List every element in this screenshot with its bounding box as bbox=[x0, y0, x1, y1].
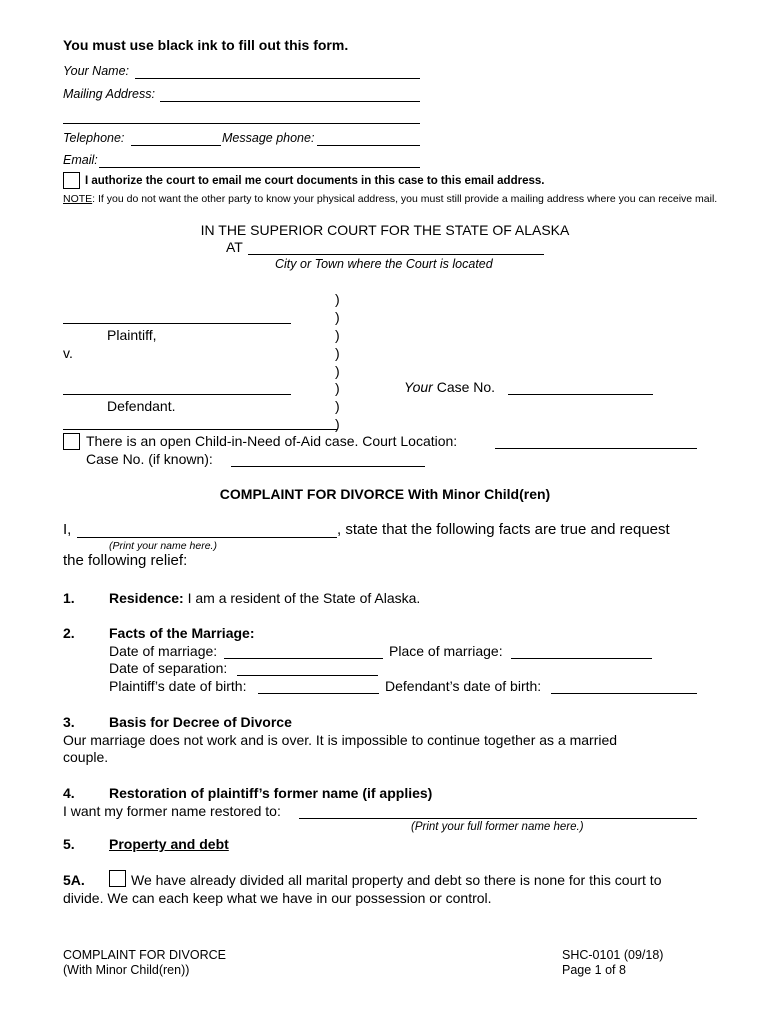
date-of-separation-label: Date of separation: bbox=[109, 660, 228, 676]
court-at-label: AT bbox=[226, 239, 243, 255]
section-1-number: 1. bbox=[63, 590, 75, 606]
caption-paren: ) bbox=[335, 309, 340, 325]
former-name-label: I want my former name restored to: bbox=[63, 803, 281, 819]
section-5a-checkbox[interactable] bbox=[109, 870, 126, 887]
section-3-text-line1: Our marriage does not work and is over. It is impossible to continue together as a married bbox=[63, 732, 618, 748]
section-5-title: Property and debt bbox=[109, 836, 229, 852]
section-4-number: 4. bbox=[63, 785, 75, 801]
plaintiff-dob-label: Plaintiff’s date of birth: bbox=[109, 678, 247, 694]
mailing-address-field[interactable] bbox=[160, 101, 420, 102]
footer-left-line2: (With Minor Child(ren)) bbox=[63, 963, 190, 977]
caption-paren: ) bbox=[335, 291, 340, 307]
court-location-caption: City or Town where the Court is located bbox=[275, 257, 493, 271]
section-2-title: Facts of the Marriage: bbox=[109, 625, 255, 641]
place-of-marriage-label: Place of marriage: bbox=[389, 643, 503, 659]
case-number-text: Case No. bbox=[432, 379, 496, 395]
defendant-label: Defendant. bbox=[107, 398, 176, 414]
place-of-marriage-field[interactable] bbox=[511, 658, 652, 659]
ink-notice: You must use black ink to fill out this form. bbox=[63, 37, 349, 53]
cina-court-location-field[interactable] bbox=[495, 448, 697, 449]
email-authorization-checkbox[interactable] bbox=[63, 172, 80, 189]
cina-text: There is an open Child-in-Need of-Aid case. Court Location: bbox=[86, 433, 458, 449]
caption-paren: ) bbox=[335, 327, 340, 343]
section-5-number: 5. bbox=[63, 836, 75, 852]
plaintiff-name-field[interactable] bbox=[63, 323, 291, 324]
caption-paren: ) bbox=[335, 398, 340, 414]
message-phone-field[interactable] bbox=[317, 145, 420, 146]
your-name-field[interactable] bbox=[135, 78, 420, 79]
section-4-title: Restoration of plaintiff’s former name (if applies) bbox=[109, 785, 433, 801]
note-body: : If you do not want the other party to know your physical address, you must still provide a mailing address where you can receive mail. bbox=[92, 193, 718, 205]
note-prefix: NOTE bbox=[63, 193, 93, 205]
intro-i-label: I, bbox=[63, 521, 72, 538]
section-1-line bbox=[109, 590, 420, 606]
intro-name-caption: (Print your name here.) bbox=[109, 540, 217, 552]
caption-paren: ) bbox=[335, 363, 340, 379]
message-phone-label: Message phone: bbox=[222, 131, 315, 145]
case-number-field[interactable] bbox=[508, 394, 653, 395]
section-5a-text-line2: divide. We can each keep what we have in our possession or control. bbox=[63, 890, 492, 906]
plaintiff-label: Plaintiff, bbox=[107, 327, 157, 343]
defendant-dob-label: Defendant’s date of birth: bbox=[385, 678, 542, 694]
caption-bottom-rule bbox=[63, 429, 337, 430]
section-1-title: Residence: bbox=[109, 590, 184, 606]
caption-paren: ) bbox=[335, 345, 340, 361]
mailing-address-field-2[interactable] bbox=[63, 123, 420, 124]
defendant-dob-field[interactable] bbox=[551, 693, 697, 694]
caption-paren: ) bbox=[335, 380, 340, 396]
former-name-caption: (Print your full former name here.) bbox=[411, 821, 584, 833]
section-3-text-line2: couple. bbox=[63, 749, 109, 765]
telephone-label: Telephone: bbox=[63, 131, 125, 145]
case-number-your: Your bbox=[404, 379, 433, 395]
footer-form-number: SHC-0101 (09/18) bbox=[562, 948, 664, 962]
court-location-field[interactable] bbox=[248, 254, 544, 255]
section-3-number: 3. bbox=[63, 714, 75, 730]
form-title: COMPLAINT FOR DIVORCE With Minor Child(ren) bbox=[219, 486, 551, 502]
former-name-field[interactable] bbox=[299, 818, 697, 819]
note-text bbox=[63, 193, 717, 205]
email-authorization-text: I authorize the court to email me court documents in this case to this email address. bbox=[85, 175, 545, 187]
caption-paren: ) bbox=[335, 416, 340, 432]
cina-case-no-label: Case No. (if known): bbox=[86, 451, 213, 467]
email-label: Email: bbox=[63, 153, 98, 167]
section-1-text: I am a resident of the State of Alaska. bbox=[183, 590, 421, 606]
defendant-name-field[interactable] bbox=[63, 394, 291, 395]
section-5a-number: 5A. bbox=[63, 872, 85, 888]
telephone-field[interactable] bbox=[131, 145, 221, 146]
intro-continuation: the following relief: bbox=[63, 552, 188, 569]
cina-checkbox[interactable] bbox=[63, 433, 80, 450]
date-of-marriage-field[interactable] bbox=[224, 658, 383, 659]
section-2-number: 2. bbox=[63, 625, 75, 641]
plaintiff-dob-field[interactable] bbox=[258, 693, 379, 694]
intro-statement: , state that the following facts are true and request bbox=[337, 521, 670, 538]
date-of-marriage-label: Date of marriage: bbox=[109, 643, 218, 659]
cina-case-no-field[interactable] bbox=[231, 466, 425, 467]
versus-label: v. bbox=[63, 345, 73, 361]
email-field[interactable] bbox=[99, 167, 420, 168]
section-5a-text-line1: We have already divided all marital property and debt so there is none for this court to bbox=[131, 872, 662, 888]
footer-page-number: Page 1 of 8 bbox=[562, 963, 626, 977]
date-of-separation-field[interactable] bbox=[237, 675, 378, 676]
footer-left-line1: COMPLAINT FOR DIVORCE bbox=[63, 948, 226, 962]
case-number-label bbox=[404, 379, 495, 395]
your-name-label: Your Name: bbox=[63, 64, 130, 78]
mailing-address-label: Mailing Address: bbox=[63, 87, 155, 101]
court-title: IN THE SUPERIOR COURT FOR THE STATE OF ALASKA bbox=[200, 222, 570, 238]
section-3-title: Basis for Decree of Divorce bbox=[109, 714, 292, 730]
intro-name-field[interactable] bbox=[77, 537, 337, 538]
